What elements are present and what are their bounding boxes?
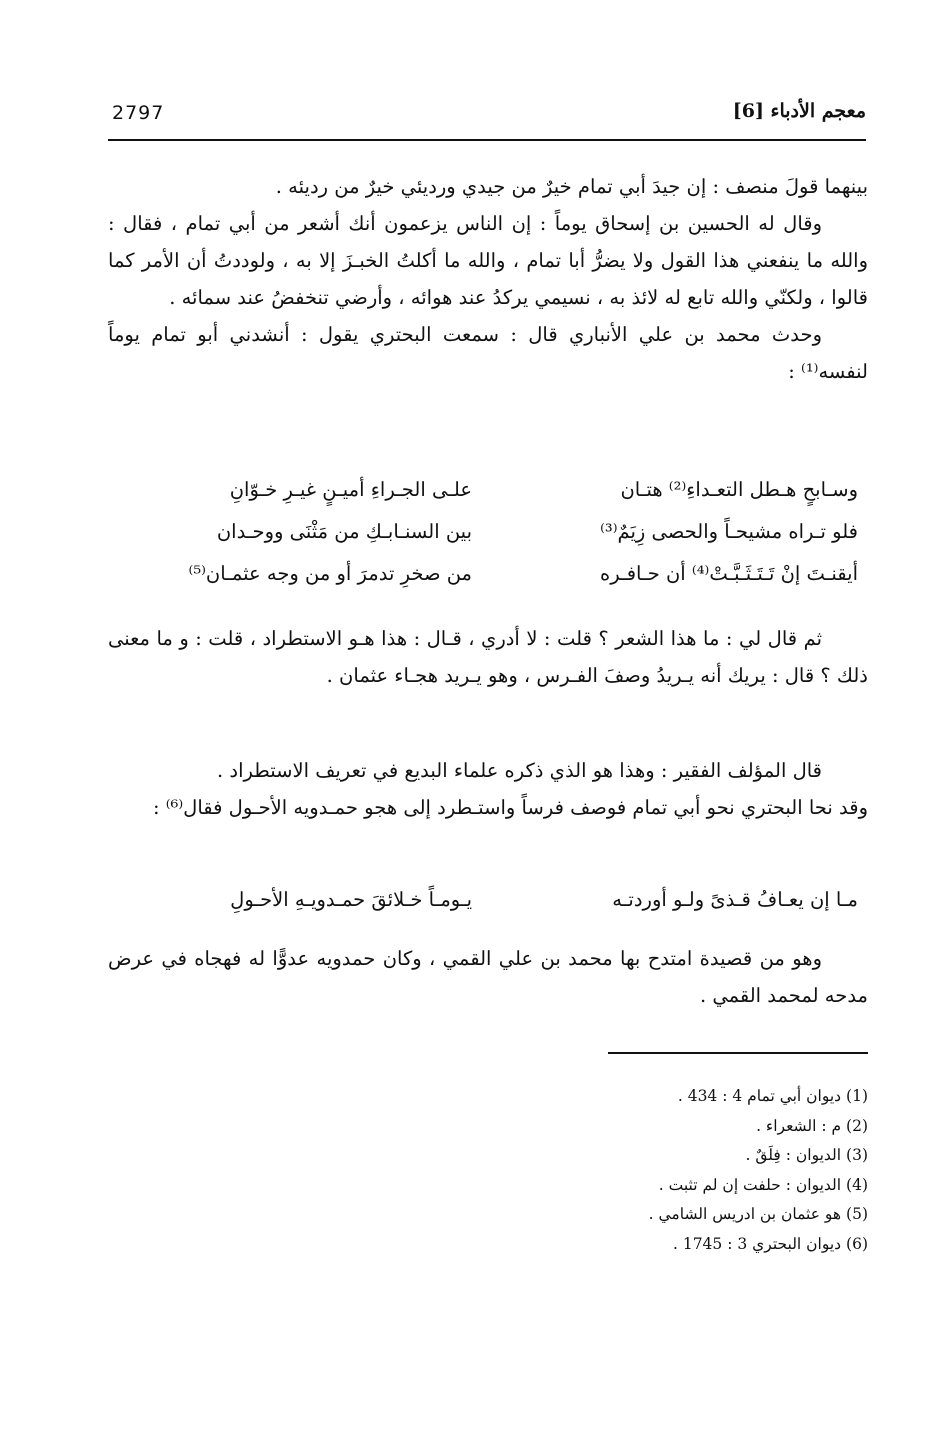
running-header-title: معجم الأدباء [6] [732,100,866,122]
footnote: (6) ديوان البحتري 3 : 1745 . [672,1234,868,1253]
verse-line [108,478,868,520]
body-block-3 [108,752,868,826]
verse-first-hemistich: فلو تـراه مشيحـاً والحصى زِيَمٌ⁽³⁾ [600,520,858,543]
verse-line [108,520,868,562]
paragraph: وهو من قصيدة امتدح بها محمد بن علي القمي ، وكان حمدويه عدوًّا له فهجاه في عرض مدحه لمحمد القمي . [108,947,868,1007]
verse-line [108,562,868,604]
verse-second-hemistich: بين السنـابـكِ من مَثْنَى ووحـدان [216,520,472,543]
verse-first-hemistich: أيقنـتَ إنْ تَـتَـثَـبَّـتْ⁽⁴⁾ أن حـافـره [600,562,858,585]
paragraph: وقد نحا البحتري نحو أبي تمام فوصف فرساً واستـطرد إلى هجو حمـدويه الأحـول فقال⁽⁶⁾ : [152,796,868,819]
paragraph: قال المؤلف الفقير : وهذا هو الذي ذكره علماء البديع في تعريف الاستطراد . [216,759,822,782]
footnote: (1) ديوان أبي تمام 4 : 434 . [677,1087,868,1105]
footnote: (2) م : الشعراء . [756,1116,868,1135]
paragraph: وقال له الحسين بن إسحاق يوماً : إن الناس يزعمون أنك أشعر من أبي تمام ، فقال : والله ما ينفعني هذا القول ولا يضرُّ أبا تمام ، والله ما أكلتُ الخبـزَ إلا به ، ولوددتُ أن الأمر كما قالوا ، ولكنّي والله تابع له لائذ به ، نسيمي يركدُ عند هوائه ، وأرضي تنخفضُ عند سمائه . [108,212,868,309]
verse-first-hemistich: مـا إن يعـافُ قـذىً ولـو أوردتـه [612,888,858,911]
verse-second-hemistich: يـومـاً خـلائقَ حمـدويـهِ الأحـولِ [230,888,472,911]
verse-first-hemistich: وسـابحٍ هـطل التعـداءِ⁽²⁾ هتـان [620,478,858,501]
poem-verse-2 [108,888,868,930]
page-number: 2797 [112,102,165,124]
body-block-1 [108,168,868,390]
paragraph: ثم قال لي : ما هذا الشعر ؟ قلت : لا أدري ، قـال : هذا هـو الاستطراد ، قلت : و ما معنى ذلك ؟ قال : يريك أنه يـريدُ وصفَ الفـرس ، وهو يـريد هجـاء عثمان . [108,627,868,687]
paragraph: بينهما قولَ منصف : إن جيدَ أبي تمام خيرٌ من جيدي ورديئي خيرٌ من رديئه . [275,175,868,198]
poem-verses [108,478,868,604]
footnote: (5) هو عثمان بن ادريس الشامي . [648,1205,868,1223]
footnote: (4) الديوان : حلفت إن لم تثبت . [658,1175,868,1194]
body-block-4 [108,940,868,1014]
footnotes [108,1082,868,1259]
header-rule [108,139,866,141]
verse-line [108,888,868,930]
footnote: (3) الديوان : فِلَقٌ . [745,1146,868,1164]
paragraph: وحدث محمد بن علي الأنباري قال : سمعت البحتري يقول : أنشدني أبو تمام يوماً لنفسه⁽¹⁾ : [108,323,868,383]
verse-second-hemistich: من صخرِ تدمرَ أو من وجه عثمـان⁽⁵⁾ [188,562,472,585]
footnote-rule [608,1052,868,1054]
body-block-2 [108,620,868,694]
verse-second-hemistich: علـى الجـراءِ أميـنٍ غيـرِ خـوّانِ [229,478,472,501]
